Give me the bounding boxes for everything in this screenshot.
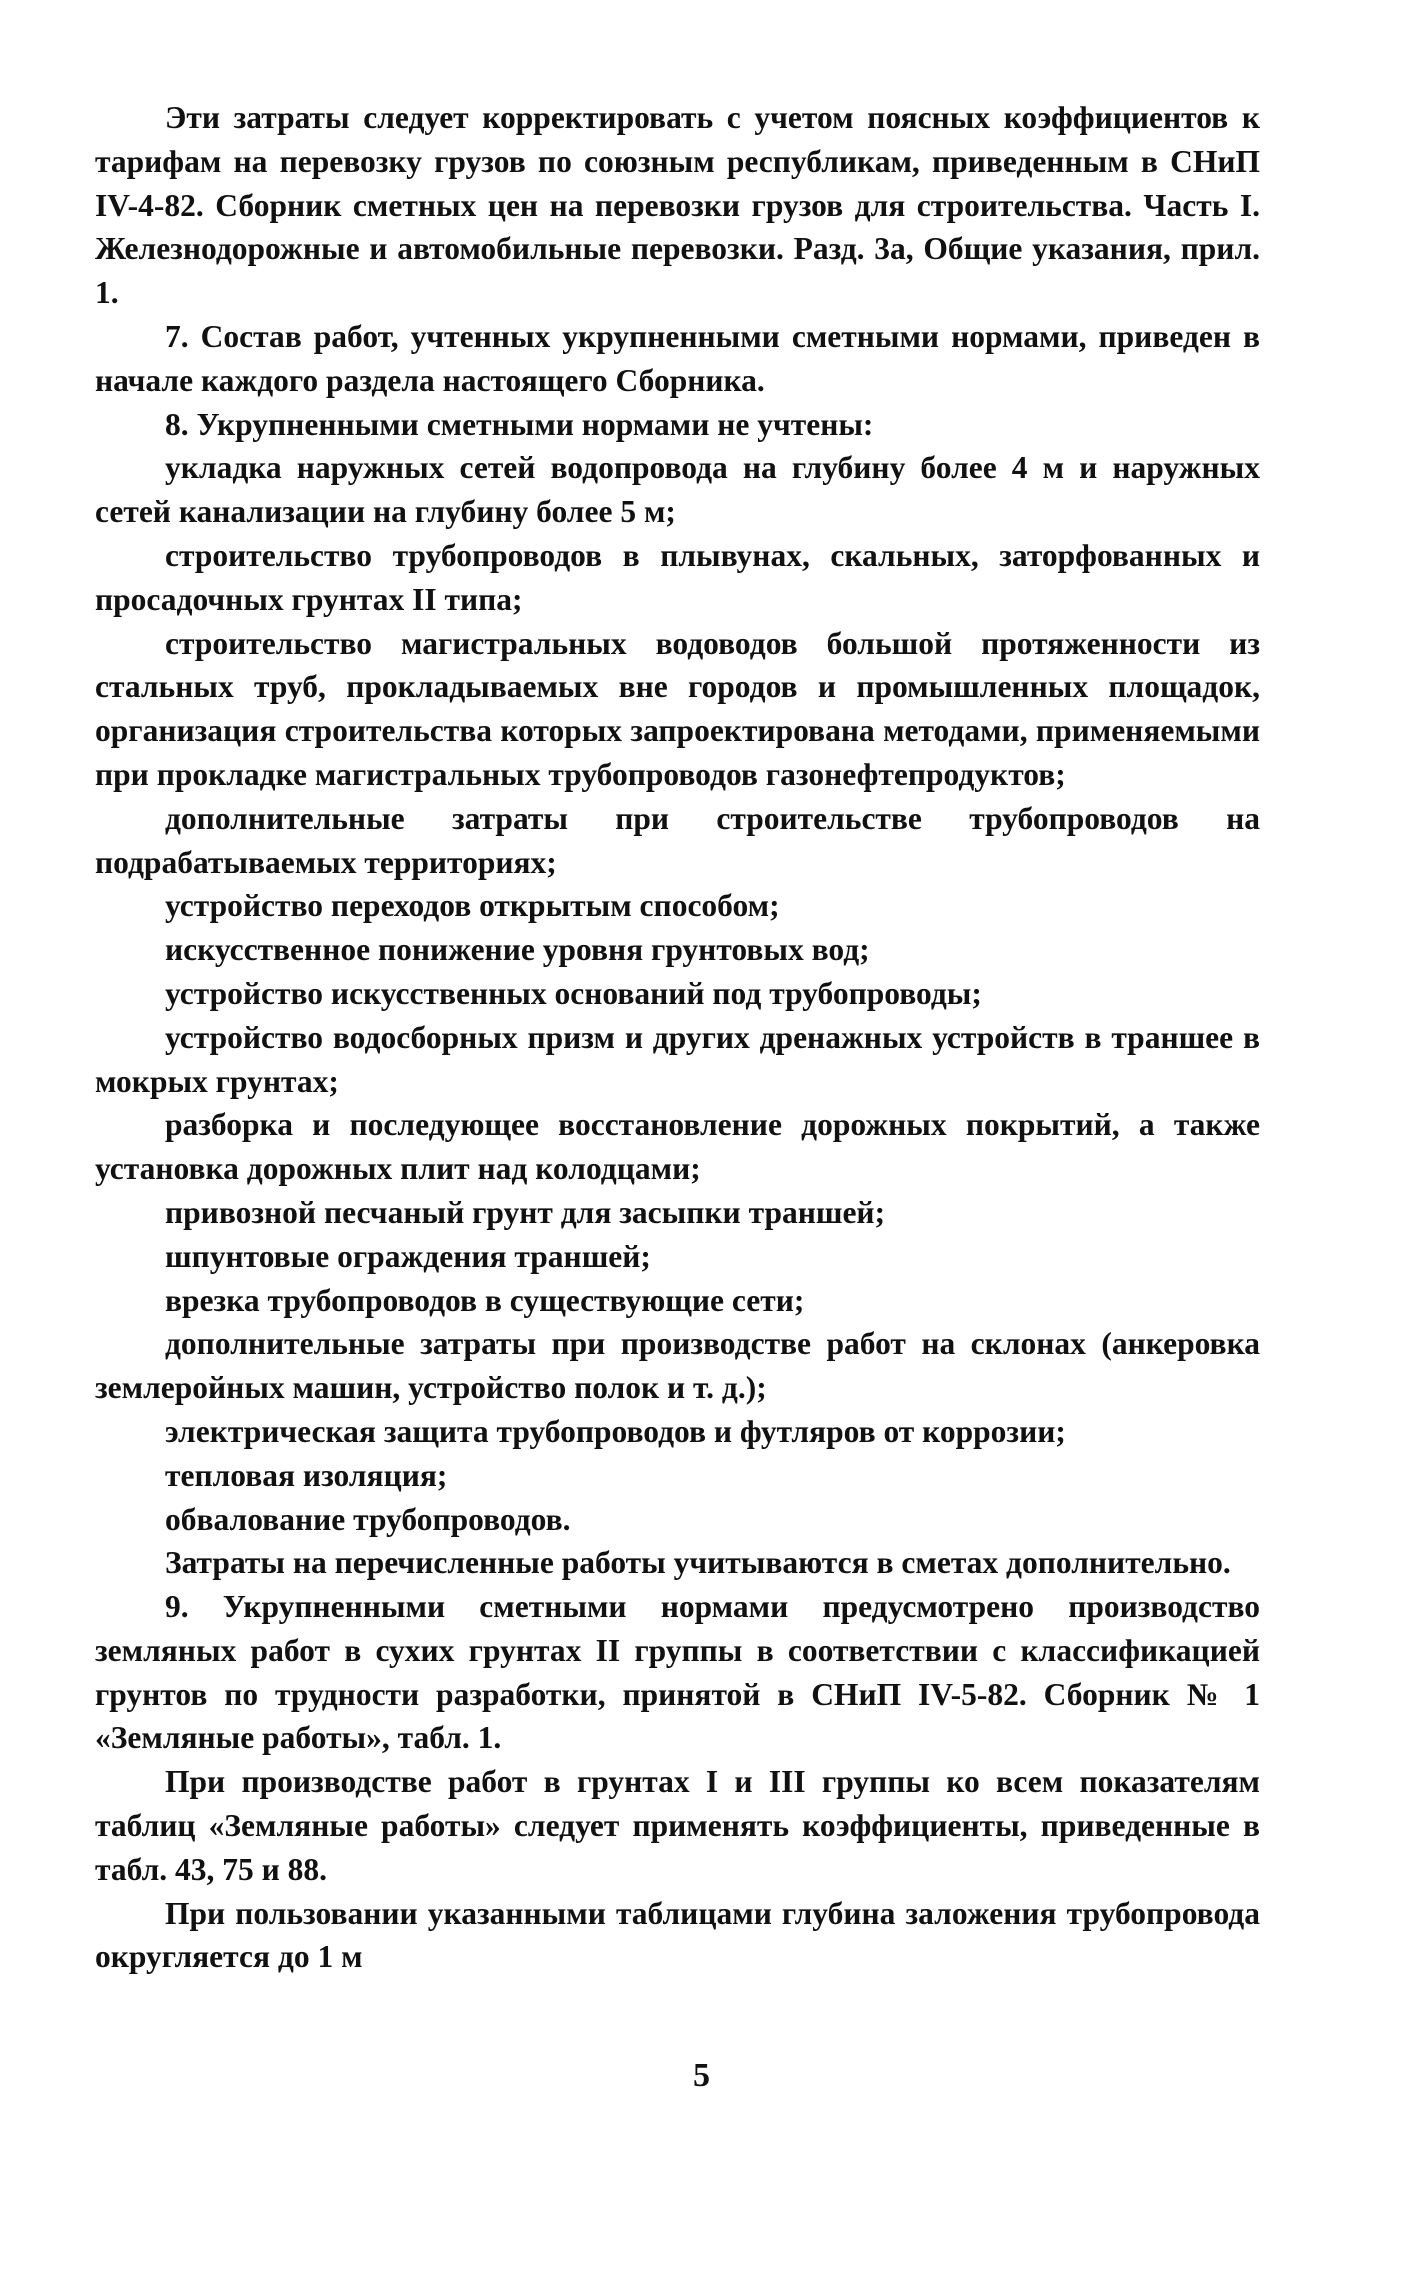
list-item: строительство магистральных водоводов большой протяженности из стальных труб, прокладываемых вне городов и промышленных площадок, организация строительства которых запроектирована методами, применяемыми при прокладке магистральных трубопроводов газонефтепродуктов; (95, 625, 1260, 792)
paragraph-7-work-composition: 7. Состав работ, учтенных укрупненными сметными нормами, приведен в начале каждого раздела настоящего Сборника. (95, 318, 1260, 398)
list-item: врезка трубопроводов в существующие сети; (165, 1282, 805, 1318)
page-number: 5 (693, 2057, 710, 2094)
list-item: устройство искусственных оснований под трубопроводы; (165, 975, 982, 1011)
list-item: строительство трубопроводов в плывунах, скальных, заторфованных и просадочных грунтах II типа; (95, 537, 1260, 617)
list-item: устройство водосборных призм и других дренажных устройств в траншее в мокрых грунтах; (95, 1019, 1260, 1099)
list-item: тепловая изоляция; (165, 1457, 448, 1493)
list-item: разборка и последующее восстановление дорожных покрытий, а также установка дорожных плит над колодцами; (95, 1107, 1260, 1187)
list-item: привозной песчаный грунт для засыпки траншей; (165, 1194, 886, 1230)
paragraph-zone-coefficients: Эти затраты следует корректировать с учетом поясных коэффициентов к тарифам на перевозку грузов по союзным республикам, приведенным в СНиП IV-4-82. Сборник сметных цен на перевозки грузов для строительства. Часть I. Железнодорожные и автомобильные перевозки. Разд. 3а, Общие указания, прил. 1. (95, 100, 1260, 311)
paragraph-9-earthworks: 9. Укрупненными сметными нормами предусмотрено производство земляных работ в сухих грунтах II группы в соответствии с классификацией грунтов по трудности разработки, принятой в СНиП IV-5-82. Сборник № 1 «Земляные работы», табл. 1. (95, 1589, 1260, 1756)
list-item: искусственное понижение уровня грунтовых вод; (165, 932, 870, 968)
list-item: дополнительные затраты при производстве работ на склонах (анкеровка землеройных машин, устройство полок и т. д.); (95, 1326, 1260, 1406)
paragraph-8-not-included-heading: 8. Укрупненными сметными нормами не учтены: (165, 406, 874, 442)
list-item: обвалование трубопроводов. (165, 1501, 571, 1537)
list-item: электрическая защита трубопроводов и футляров от коррозии; (165, 1413, 1066, 1449)
paragraph-soil-groups: При производстве работ в грунтах I и III группы ко всем показателям таблиц «Земляные работы» следует применять коэффициенты, приведенные в табл. 43, 75 и 88. (95, 1764, 1260, 1887)
body-text (95, 96, 1260, 1979)
list-item: шпунтовые ограждения траншей; (165, 1238, 651, 1274)
list-item: дополнительные затраты при строительстве трубопроводов на подрабатываемых территориях; (95, 800, 1260, 880)
list-item: устройство переходов открытым способом; (165, 888, 780, 924)
paragraph-extra-costs: Затраты на перечисленные работы учитываются в сметах дополнительно. (165, 1545, 1231, 1581)
list-item: укладка наружных сетей водопровода на глубину более 4 м и наружных сетей канализации на глубину более 5 м; (95, 450, 1260, 530)
paragraph-depth-rounding: При пользовании указанными таблицами глубина заложения трубопровода округляется до 1 м (95, 1895, 1260, 1975)
